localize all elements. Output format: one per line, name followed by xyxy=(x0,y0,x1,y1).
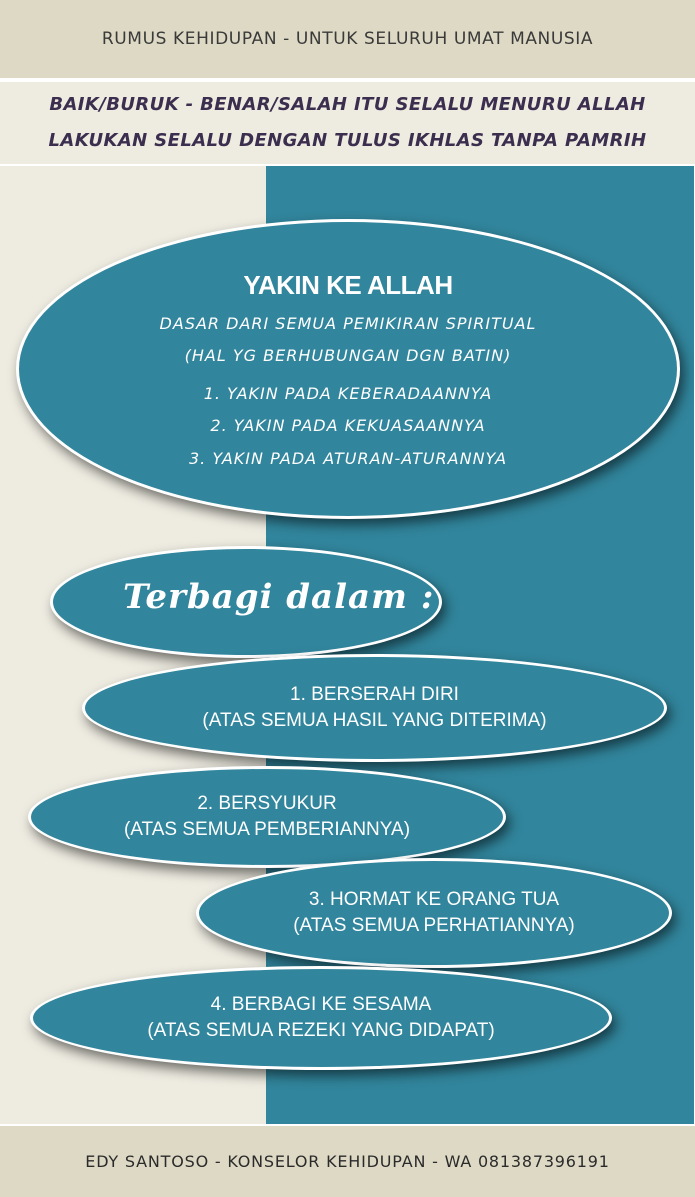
item-ellipse-3 xyxy=(196,858,672,968)
main-point-1: 1. YAKIN PADA KEBERADAANNYA xyxy=(203,384,493,403)
main-point-3: 3. YAKIN PADA ATURAN-ATURANNYA xyxy=(188,449,508,468)
header-title: RUMUS KEHIDUPAN - UNTUK SELURUH UMAT MANUSIA xyxy=(101,29,594,49)
item-ellipse-2 xyxy=(28,766,506,868)
footer-banner xyxy=(0,1124,695,1197)
main-ellipse xyxy=(16,219,680,519)
subheader-line-2: LAKUKAN SELALU DENGAN TULUS IKHLAS TANPA PAMRIH xyxy=(48,130,647,151)
subheader-line-1: BAIK/BURUK - BENAR/SALAH ITU SELALU MENURU ALLAH xyxy=(49,94,646,115)
item-4-title: 4. BERBAGI KE SESAMA xyxy=(210,994,432,1015)
header-banner xyxy=(0,0,695,80)
item-3-title: 3. HORMAT KE ORANG TUA xyxy=(308,889,560,910)
item-ellipse-4 xyxy=(30,966,612,1070)
subheader-banner xyxy=(0,82,695,166)
main-description-2: (HAL YG BERHUBUNGAN DGN BATIN) xyxy=(184,346,512,365)
item-4-detail: (ATAS SEMUA REZEKI YANG DIDAPAT) xyxy=(147,1020,495,1041)
item-2-detail: (ATAS SEMUA PEMBERIANNYA) xyxy=(123,819,411,840)
item-ellipse-1 xyxy=(82,654,667,762)
item-2-title: 2. BERSYUKUR xyxy=(197,793,337,814)
main-description-1: DASAR DARI SEMUA PEMIKIRAN SPIRITUAL xyxy=(159,314,537,333)
divider-label: Terbagi dalam : xyxy=(123,577,435,617)
footer-text: EDY SANTOSO - KONSELOR KEHIDUPAN - WA 081387396191 xyxy=(85,1152,610,1171)
divider-ellipse xyxy=(50,546,442,658)
main-point-2: 2. YAKIN PADA KEKUASAANNYA xyxy=(210,416,486,435)
item-1-title: 1. BERSERAH DIRI xyxy=(290,684,459,705)
main-title: YAKIN KE ALLAH xyxy=(243,270,453,300)
item-3-detail: (ATAS SEMUA PERHATIANNYA) xyxy=(293,915,575,936)
item-1-detail: (ATAS SEMUA HASIL YANG DITERIMA) xyxy=(202,710,547,731)
